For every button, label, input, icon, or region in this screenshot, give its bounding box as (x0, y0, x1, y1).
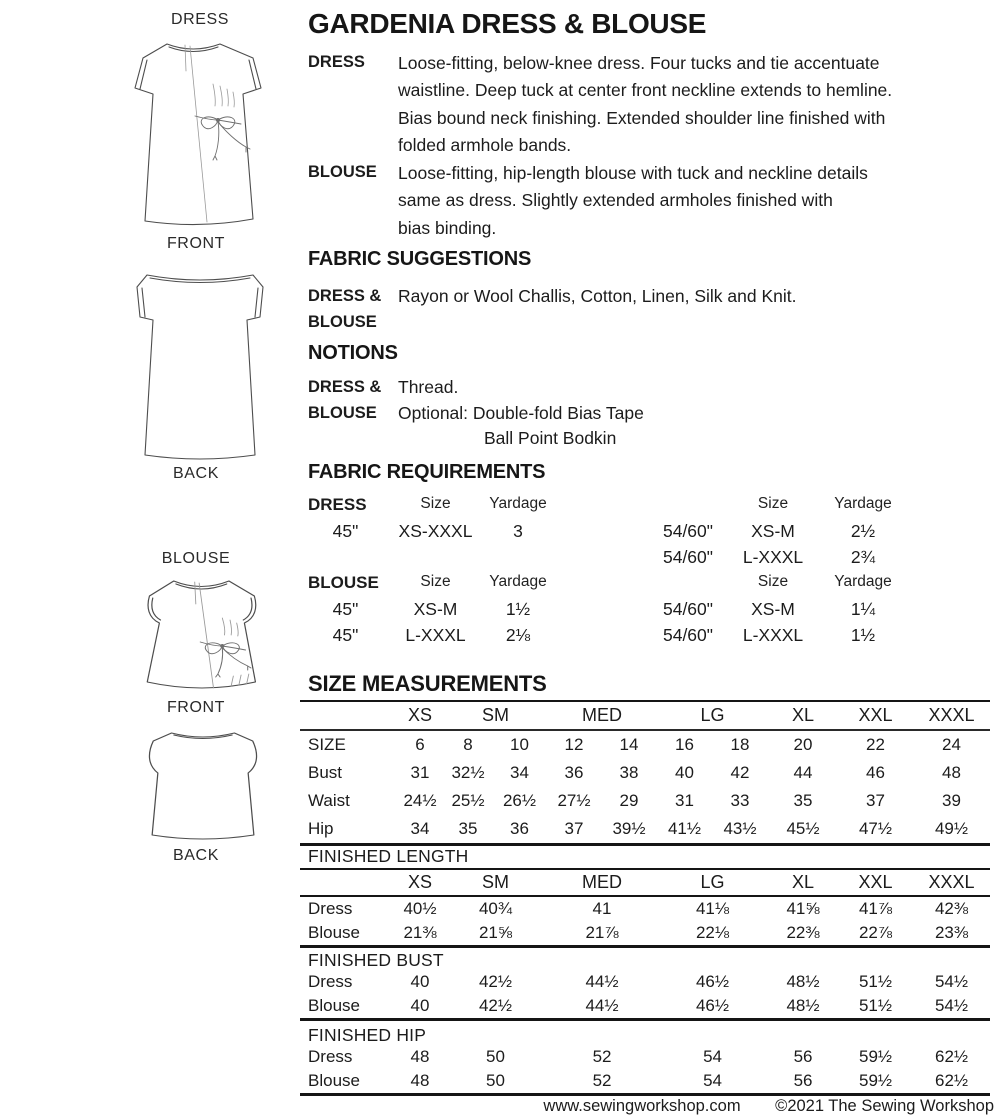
value-cell: 42½ (478, 972, 513, 991)
footer-website: www.sewingworkshop.com (543, 1097, 741, 1115)
finished-hip-table (300, 1045, 990, 1096)
value-cell: 41⅛ (695, 899, 730, 918)
row-label: Blouse (308, 923, 360, 942)
value-cell: 21⅝ (478, 923, 513, 942)
blouse-illustration-title: BLOUSE (161, 550, 231, 567)
value-cell: 40 (410, 972, 430, 991)
label-line: DRESS & (308, 378, 382, 396)
fr-cell: L-XXXL (742, 625, 804, 645)
value-cell: 27½ (557, 791, 591, 810)
row-label: Hip (308, 819, 334, 838)
value-cell: 52 (592, 1071, 612, 1090)
content-column (308, 0, 996, 1120)
size-measurements-heading: SIZE MEASUREMENTS (308, 671, 547, 696)
size-group-header: XL (792, 872, 815, 892)
blouse-description-label: BLOUSE (308, 163, 377, 181)
fr-cell: L-XXXL (405, 625, 466, 645)
finished-bust-heading: FINISHED BUST (308, 950, 444, 970)
fr-size-header: Size (420, 573, 451, 590)
value-cell: 44½ (585, 996, 619, 1015)
fr-cell: XS-M (413, 599, 458, 619)
blouse-front-line-drawing (134, 570, 272, 698)
illustration-column (0, 0, 300, 1120)
value-cell: 25½ (451, 791, 485, 810)
fr-size-header: Size (420, 495, 451, 512)
row-label: Dress (308, 899, 353, 918)
row-label: Dress (308, 972, 353, 991)
notions-heading: NOTIONS (308, 342, 398, 364)
fabric-suggestions-label (308, 283, 398, 335)
size-group-header: XS (407, 872, 432, 892)
value-cell: 50 (486, 1047, 505, 1066)
finished-length-table (300, 868, 990, 948)
value-cell: 6 (415, 735, 425, 754)
value-cell: 12 (564, 735, 584, 754)
fr-cell: 1¼ (850, 599, 876, 619)
blouse-description (308, 160, 868, 242)
size-group-header: XS (407, 705, 432, 725)
fr-cell: 54/60" (662, 521, 713, 541)
fr-yardage-header: Yardage (489, 495, 547, 512)
size-group-header: SM (482, 872, 509, 892)
fr-cell: 54/60" (662, 599, 713, 619)
fr-cell: 2¾ (850, 547, 876, 567)
value-cell: 36 (510, 819, 529, 838)
fr-blouse-label: BLOUSE (308, 573, 379, 592)
corner-cell (300, 701, 396, 730)
measurement-row (300, 730, 990, 759)
size-group-header: XXL (858, 705, 893, 725)
value-cell: 24½ (403, 791, 437, 810)
measurement-row (300, 970, 990, 994)
description-line: Loose-fitting, hip-length blouse with tuck and neckline details (398, 163, 868, 183)
value-cell: 59½ (859, 1071, 893, 1090)
dress-description (308, 50, 892, 160)
value-cell: 45½ (786, 819, 820, 838)
value-cell: 39 (942, 791, 961, 810)
fabric-requirements-heading: FABRIC REQUIREMENTS (308, 461, 546, 483)
measurement-row (300, 787, 990, 815)
fabric-suggestions-heading: FABRIC SUGGESTIONS (308, 248, 532, 270)
size-group-header: XXXL (928, 872, 975, 892)
fr-cell: 2½ (850, 521, 876, 541)
value-cell: 29 (619, 791, 639, 810)
footer (543, 1097, 994, 1116)
value-cell: 40 (675, 763, 694, 782)
value-cell: 22⅜ (786, 923, 820, 942)
measurement-row (300, 1069, 990, 1095)
value-cell: 48 (410, 1071, 430, 1090)
value-cell: 36 (564, 763, 584, 782)
value-cell: 39½ (612, 819, 646, 838)
value-cell: 33 (730, 791, 750, 810)
row-label: Blouse (308, 996, 360, 1015)
measurement-row (300, 759, 990, 787)
value-cell: 24 (942, 735, 961, 754)
size-group-header: MED (582, 872, 622, 892)
value-cell: 10 (510, 735, 529, 754)
notions-row (308, 374, 644, 426)
value-cell: 56 (793, 1071, 813, 1090)
value-cell: 46½ (695, 996, 730, 1015)
value-cell: 47½ (858, 819, 893, 838)
value-cell: 41½ (667, 819, 702, 838)
value-cell: 48 (942, 763, 961, 782)
dress-front-caption: FRONT (166, 235, 226, 252)
value-cell: 41⅝ (786, 899, 820, 918)
value-cell: 46½ (695, 972, 730, 991)
value-cell: 22 (866, 735, 885, 754)
value-cell: 40½ (403, 899, 437, 918)
size-group-header: SM (482, 705, 509, 725)
blouse-back-line-drawing (143, 723, 263, 845)
value-cell: 44½ (585, 972, 619, 991)
fr-cell: 2⅛ (505, 625, 531, 645)
fr-cell: 54/60" (662, 547, 713, 567)
value-cell: 49½ (934, 819, 969, 838)
row-label: Bust (308, 763, 343, 782)
size-group-header: XL (792, 705, 815, 725)
value-cell: 52 (592, 1047, 612, 1066)
dress-description-text (398, 50, 892, 160)
dress-illustration-title: DRESS (170, 11, 230, 28)
dress-description-label: DRESS (308, 53, 365, 71)
value-cell: 22⅛ (695, 923, 730, 942)
row-label: Waist (308, 791, 350, 810)
notions-line: Optional: Double-fold Bias Tape (398, 403, 644, 423)
size-group-header: LG (700, 872, 725, 892)
footer-copyright: ©2021 The Sewing Workshop (775, 1097, 994, 1115)
measurement-row (300, 815, 990, 845)
value-cell: 48½ (786, 972, 820, 991)
size-measurements-table (300, 700, 990, 846)
description-line: Loose-fitting, below-knee dress. Four tucks and tie accentuate (398, 53, 880, 73)
value-cell: 40¾ (478, 899, 513, 918)
value-cell: 48½ (786, 996, 820, 1015)
value-cell: 50 (486, 1071, 505, 1090)
description-line: folded armhole bands. (398, 135, 572, 156)
measurement-row (300, 1045, 990, 1069)
fr-cell: 54/60" (662, 625, 713, 645)
measurement-row (300, 921, 990, 947)
notions-label (308, 374, 398, 426)
finished-bust-table (300, 970, 990, 1021)
value-cell: 34 (510, 763, 529, 782)
finished-length-heading: FINISHED LENGTH (308, 846, 469, 866)
fr-yardage-header: Yardage (489, 573, 547, 590)
measurement-row (300, 896, 990, 921)
value-cell: 35 (793, 791, 813, 810)
value-cell: 38 (619, 763, 639, 782)
fr-yardage-header: Yardage (834, 573, 892, 590)
value-cell: 40 (410, 996, 430, 1015)
blouse-fabric-requirements (308, 570, 908, 648)
value-cell: 62½ (935, 1071, 969, 1090)
value-cell: 26½ (502, 791, 537, 810)
dress-back-sketch-svg (127, 261, 273, 463)
corner-cell (300, 869, 396, 896)
fr-size-header: Size (757, 573, 789, 590)
notions-line: Thread. (398, 377, 459, 397)
fr-cell: L-XXXL (742, 547, 804, 567)
value-cell: 41 (592, 899, 612, 918)
fr-dress-label: DRESS (308, 495, 367, 514)
value-cell: 43½ (723, 819, 757, 838)
finished-hip-heading: FINISHED HIP (308, 1025, 427, 1045)
value-cell: 37 (866, 791, 885, 810)
description-line: bias binding. (398, 217, 497, 238)
fr-yardage-header: Yardage (834, 495, 892, 512)
description-line: Bias bound neck finishing. Extended shoulder line finished with (398, 107, 886, 128)
value-cell: 31 (675, 791, 694, 810)
fr-cell: 1½ (850, 625, 876, 645)
value-cell: 32½ (451, 763, 485, 782)
value-cell: 21⅞ (585, 923, 619, 942)
blouse-back-sketch-svg (143, 723, 263, 845)
value-cell: 14 (619, 735, 639, 754)
value-cell: 23⅜ (934, 923, 969, 942)
value-cell: 46 (866, 763, 885, 782)
measurement-row (300, 994, 990, 1020)
value-cell: 54 (703, 1047, 722, 1066)
value-cell: 42½ (478, 996, 513, 1015)
fr-cell: 45" (332, 625, 359, 645)
size-group-header-row (300, 701, 990, 730)
blouse-back-caption: BACK (173, 847, 219, 864)
value-cell: 18 (730, 735, 750, 754)
value-cell: 20 (793, 735, 813, 754)
fr-cell: XS-M (751, 599, 795, 619)
dress-fabric-requirements (308, 492, 908, 570)
row-label: Blouse (308, 1071, 360, 1090)
fabric-suggestions-row (308, 283, 797, 335)
size-group-header: XXXL (928, 705, 975, 725)
dress-front-sketch-svg (125, 36, 271, 232)
label-line: BLOUSE (308, 404, 377, 422)
notions-line-indented: Ball Point Bodkin (484, 428, 617, 448)
size-group-header: MED (582, 705, 622, 725)
value-cell: 21⅜ (403, 923, 437, 942)
description-line: waistline. Deep tuck at center front neckline extends to hemline. (398, 80, 893, 101)
value-cell: 31 (410, 763, 430, 782)
fr-size-header: Size (757, 495, 789, 512)
value-cell: 41⅞ (858, 899, 893, 918)
size-group-header: LG (700, 705, 725, 725)
row-label: Dress (308, 1047, 353, 1066)
dress-back-caption: BACK (173, 465, 219, 482)
value-cell: 54½ (934, 972, 969, 991)
value-cell: 51½ (858, 996, 893, 1015)
fr-cell: XS-XXXL (398, 521, 473, 541)
value-cell: 56 (793, 1047, 813, 1066)
description-line: same as dress. Slightly extended armholes finished with (398, 190, 833, 211)
label-line: BLOUSE (308, 313, 377, 331)
value-cell: 44 (793, 763, 813, 782)
blouse-front-sketch-svg (134, 570, 272, 698)
notions-text (398, 374, 644, 426)
value-cell: 22⅞ (858, 923, 893, 942)
blouse-description-text (398, 160, 868, 242)
value-cell: 51½ (858, 972, 893, 991)
row-label: SIZE (308, 735, 346, 754)
value-cell: 62½ (935, 1047, 969, 1066)
value-cell: 8 (463, 735, 473, 754)
value-cell: 59½ (859, 1047, 893, 1066)
value-cell: 37 (564, 819, 584, 838)
size-group-header: XXL (858, 872, 893, 892)
fr-cell: XS-M (751, 521, 795, 541)
dress-back-line-drawing (127, 261, 273, 463)
label-line: DRESS & (308, 287, 382, 305)
dress-front-line-drawing (125, 36, 271, 232)
value-cell: 42 (730, 763, 750, 782)
value-cell: 54 (703, 1071, 722, 1090)
blouse-front-caption: FRONT (166, 699, 226, 716)
value-cell: 35 (458, 819, 478, 838)
fr-cell: 45" (332, 521, 359, 541)
value-cell: 42⅜ (934, 899, 969, 918)
page-title: GARDENIA DRESS & BLOUSE (308, 8, 707, 39)
fr-cell: 1½ (505, 599, 531, 619)
fr-cell: 45" (332, 599, 359, 619)
value-cell: 54½ (934, 996, 969, 1015)
size-group-header-row (300, 869, 990, 896)
fr-cell: 3 (513, 521, 523, 541)
fabric-suggestions-text: Rayon or Wool Challis, Cotton, Linen, Silk and Knit. (398, 286, 797, 306)
value-cell: 48 (410, 1047, 430, 1066)
value-cell: 34 (410, 819, 430, 838)
value-cell: 16 (675, 735, 694, 754)
